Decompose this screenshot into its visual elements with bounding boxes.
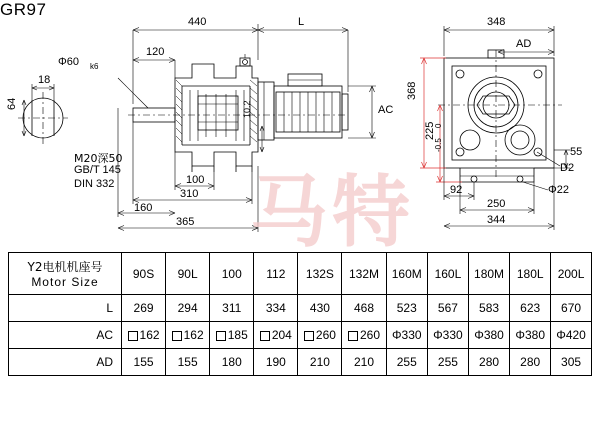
table-cell-L-160L: 567: [427, 295, 468, 322]
cell-value: 162: [139, 328, 160, 342]
dim-225: 225: [424, 121, 436, 140]
table-cell-AC-160M: Φ330: [386, 322, 427, 349]
table-cell-L-180M: 583: [468, 295, 509, 322]
dim-250: 250: [487, 198, 506, 210]
dim-348: 348: [487, 16, 506, 28]
dim-AD: AD: [516, 38, 532, 50]
dim-55: 55: [570, 146, 583, 158]
dim-344: 344: [487, 214, 506, 226]
table-cell-AD-180M: 280: [468, 349, 509, 376]
table-cell-L-132M: 468: [342, 295, 386, 322]
table-row: [9, 295, 592, 322]
table-header-size-5: 132M: [342, 253, 386, 295]
table-header-size-7: 160L: [427, 253, 468, 295]
table-cell-AC-180M: Φ380: [468, 322, 509, 349]
table-header-row: [9, 253, 592, 295]
table-cell-L-180L: 623: [510, 295, 551, 322]
table-cell-L-132S: 430: [298, 295, 342, 322]
table-header-size-10: 200L: [551, 253, 592, 295]
table-cell-L-90S: 269: [122, 295, 166, 322]
table-cell-AD-160M: 255: [386, 349, 427, 376]
dim-phi60-tol: k6: [90, 62, 99, 71]
table-cell-AC-90S: [122, 322, 166, 349]
table-header-size-9: 180L: [510, 253, 551, 295]
dim-L: L: [298, 16, 305, 28]
table-cell-AD-90L: 155: [166, 349, 210, 376]
square-section-icon: [348, 331, 358, 341]
cell-value: 260: [360, 328, 381, 342]
table-cell-AC-132M: [342, 322, 386, 349]
table-header-size-2: 100: [210, 253, 254, 295]
table-row-label-AD: AD: [9, 349, 122, 376]
dim-365: 365: [176, 216, 195, 228]
cell-value: 162: [183, 328, 204, 342]
square-section-icon: [304, 331, 314, 341]
dim-368: 368: [406, 81, 418, 100]
table-cell-AD-132M: 210: [342, 349, 386, 376]
motor-size-table: [8, 252, 592, 376]
dim-100: 100: [186, 174, 205, 186]
table-cell-AC-112: [254, 322, 298, 349]
table-cell-L-100: 311: [210, 295, 254, 322]
dim-225-tol-upper: 0: [434, 123, 443, 128]
note-m20: M20深50: [74, 152, 123, 165]
table-cell-AC-132S: [298, 322, 342, 349]
table-cell-L-90L: 294: [166, 295, 210, 322]
table-cell-L-200L: 670: [551, 295, 592, 322]
dim-160: 160: [134, 202, 153, 214]
dim-440: 440: [188, 16, 207, 28]
dim-phi60: Φ60: [58, 56, 80, 68]
dim-AC: AC: [378, 104, 394, 116]
table-cell-AD-132S: 210: [298, 349, 342, 376]
dim-18: 18: [38, 74, 51, 86]
table-row-label-L: L: [9, 295, 122, 322]
square-section-icon: [216, 331, 226, 341]
table-cell-AD-180L: 280: [510, 349, 551, 376]
note-gbt145: GB/T 145: [74, 164, 121, 176]
table-cell-AD-200L: 305: [551, 349, 592, 376]
note-din332: DIN 332: [74, 178, 115, 190]
dim-10-2: 10.2: [242, 100, 252, 118]
table-cell-AD-100: 180: [210, 349, 254, 376]
dim-92: 92: [450, 184, 463, 196]
table-row: [9, 349, 592, 376]
watermark: 马特: [250, 168, 415, 258]
motor-size-header-cn: Y2电机机座号: [27, 260, 103, 274]
dim-phi22: Φ22: [548, 184, 570, 196]
table-cell-AD-90S: 155: [122, 349, 166, 376]
cell-value: 185: [227, 328, 248, 342]
motor-size-header-cell: [9, 253, 122, 295]
table-row: [9, 322, 592, 349]
dim-120: 120: [146, 46, 165, 58]
square-section-icon: [128, 331, 138, 341]
motor-size-header-en: Motor Size: [31, 275, 99, 289]
table-cell-AC-90L: [166, 322, 210, 349]
table-cell-AC-160L: Φ330: [427, 322, 468, 349]
table-cell-AC-200L: Φ420: [551, 322, 592, 349]
table-header-size-4: 132S: [298, 253, 342, 295]
table-cell-AC-100: [210, 322, 254, 349]
square-section-icon: [172, 331, 182, 341]
table-header-size-3: 112: [254, 253, 298, 295]
table-cell-AD-112: 190: [254, 349, 298, 376]
dim-225-tol-lower: -0.5: [434, 138, 443, 152]
table-header-size-6: 160M: [386, 253, 427, 295]
table-cell-AC-180L: Φ380: [510, 322, 551, 349]
page-title: GR97: [0, 0, 47, 19]
table-header-size-1: 90L: [166, 253, 210, 295]
cell-value: 204: [271, 328, 292, 342]
table-cell-L-112: 334: [254, 295, 298, 322]
dim-310: 310: [180, 188, 199, 200]
table-header-size-8: 180M: [468, 253, 509, 295]
table-cell-L-160M: 523: [386, 295, 427, 322]
square-section-icon: [260, 331, 270, 341]
dim-D2: D2: [560, 162, 575, 174]
cell-value: 260: [315, 328, 336, 342]
table-row-label-AC: AC: [9, 322, 122, 349]
table-header-size-0: 90S: [122, 253, 166, 295]
table-cell-AD-160L: 255: [427, 349, 468, 376]
dim-64: 64: [6, 97, 18, 110]
